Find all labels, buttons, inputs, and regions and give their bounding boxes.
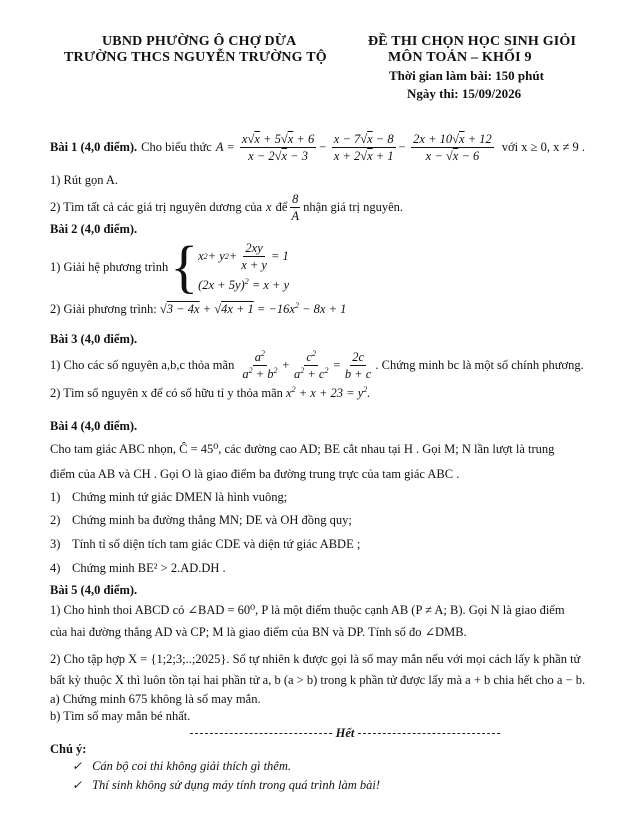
notes-title: Chú ý: — [50, 742, 87, 756]
bai1-q2 — [50, 192, 403, 224]
exam-date: Ngày thi: 15/09/2026 — [407, 86, 522, 101]
bai2-q1-label: 1) Giải hệ phương trình — [50, 259, 169, 274]
school-authority: UBND PHƯỜNG Ô CHỢ DỪA — [102, 34, 297, 49]
bai3-q1-pre: 1) Cho các số nguyên a,b,c thỏa mãn — [50, 358, 235, 373]
bai4-intro-1: Cho tam giác ABC nhọn, Ĉ = 45⁰, các đường cao AD; BE cắt nhau tại H . Gọi M; N lần lượt là trung — [50, 442, 555, 456]
end-divider-right — [358, 733, 500, 734]
bai5-q2b: b) Tìm số may mắn bé nhất. — [50, 709, 191, 723]
bai2-system: x 2 + y 2 + $\frac{2xy}{x + y}$ = 1 $(2x + 5y)^2 = x + y$ — [198, 240, 290, 293]
end-divider-left — [190, 733, 332, 734]
bai2-q2-equation: $√3 - 4x + √4x + 1 = -16x^2 - 8x + 1$ — [159, 300, 347, 316]
end-mark — [190, 726, 500, 741]
bai3-q1 — [50, 350, 584, 382]
end-text: Hết — [335, 726, 355, 740]
bai2-q1 — [50, 234, 290, 299]
bai5-q1-line2: của hai đường thẳng AD và CP; M là giao điểm của BN và DP. Tính số đo ∠DMB. — [50, 625, 467, 639]
bai5-q2-line1: 2) Cho tập hợp X = {1;2;3;..;2025}. Số tự nhiên k được gọi là số may mắn nếu với mọi cách lấy k phần tử — [50, 652, 581, 666]
checkmark-icon: ✓ — [72, 778, 83, 792]
bai1-q2-fraction: $\frac{8}{A}$ — [291, 192, 300, 224]
bai1-formula: A = $\frac{x√x + 5√x + 6}{x - 2√x - 3}$ − $\frac{x - 7√x - 8}{x + 2√x + 1}$ − $\frac{2x + 10√x + 12}{x - √x - 6}$ — [215, 132, 492, 164]
note-item-1: ✓ Cán bộ coi thi không giải thích gì thêm. — [72, 759, 292, 773]
bai3-q1-equation: $\frac{a^2}{a^2 + b^2}$ + $\frac{c^2}{a^2 + c^2}$ = $\frac{2c}{b + c}$ — [242, 348, 372, 382]
bai4-q1: 1) Chứng minh tứ giác DMEN là hình vuông; — [50, 490, 288, 504]
bai4-intro-2: điểm của AB và CH . Gọi O là giao điểm ba đường trung trực của tam giác ABC . — [50, 467, 460, 481]
bai2-q2 — [50, 302, 346, 317]
bai4-title: Bài 4 (4,0 điểm). — [50, 419, 138, 433]
bai3-title: Bài 3 (4,0 điểm). — [50, 332, 138, 346]
bai1-title: Bài 1 (4,0 điểm). — [50, 140, 138, 155]
bai1-condition: với x ≥ 0, x ≠ 9 . — [501, 140, 585, 155]
bai4-q3: 3) Tính tỉ số diện tích tam giác CDE và diện tứ giác ABDE ; — [50, 537, 361, 551]
exam-title: ĐỀ THI CHỌN HỌC SINH GIỎI — [368, 34, 577, 49]
bai1-q2-post: nhận giá trị nguyên. — [303, 200, 404, 215]
bai5-q2-line2: bất kỳ thuộc X thì luôn tồn tại hai phần tử a, b (a > b) trong k phần tử được lấy mà a + b chia hết cho a − b. — [50, 673, 586, 687]
bai5-q2a: a) Chứng minh 675 không là số may mắn. — [50, 692, 261, 706]
school-name: TRƯỜNG THCS NGUYỄN TRƯỜNG TỘ — [64, 50, 327, 65]
bai3-q2 — [50, 386, 370, 401]
bai4-q2: 2) Chứng minh ba đường thẳng MN; DE và OH đồng quy; — [50, 513, 352, 527]
subject-title: MÔN TOÁN – KHỐI 9 — [388, 50, 532, 65]
bai2-q2-label: 2) Giải phương trình: — [50, 302, 157, 316]
bai5-q1-line1: 1) Cho hình thoi ABCD có ∠BAD = 60⁰, P là một điểm thuộc cạnh AB (P ≠ A; B). Gọi N là giao điểm — [50, 603, 565, 617]
bai4-q4: 4) Chứng minh BE² > 2.AD.DH . — [50, 561, 226, 575]
bai3-q2-pre: 2) Tìm số nguyên x để có số hữu tỉ y thỏa mãn — [50, 386, 283, 400]
note-item-2: ✓ Thí sinh không sử dụng máy tính trong quá trình làm bài! — [72, 778, 381, 792]
system-brace: { — [170, 234, 199, 299]
bai3-q2-equation: $x^2 + x + 23 = y^2$. — [286, 384, 371, 400]
bai3-q1-post: . Chứng minh bc là một số chính phương. — [375, 358, 584, 373]
bai1-q2-mid: để — [275, 200, 288, 215]
bai1-q2-pre: 2) Tìm tất cả các giá trị nguyên dương của — [50, 200, 263, 215]
checkmark-icon: ✓ — [72, 759, 83, 773]
bai1-q1: 1) Rút gọn A. — [50, 173, 119, 187]
bai1-q2-var: x — [266, 200, 272, 215]
bai5-title: Bài 5 (4,0 điểm). — [50, 583, 138, 597]
bai1-statement — [50, 132, 585, 164]
exam-duration: Thời gian làm bài: 150 phút — [389, 68, 544, 83]
bai1-intro: Cho biểu thức — [141, 140, 212, 155]
bai2-title: Bài 2 (4,0 điểm). — [50, 222, 138, 236]
